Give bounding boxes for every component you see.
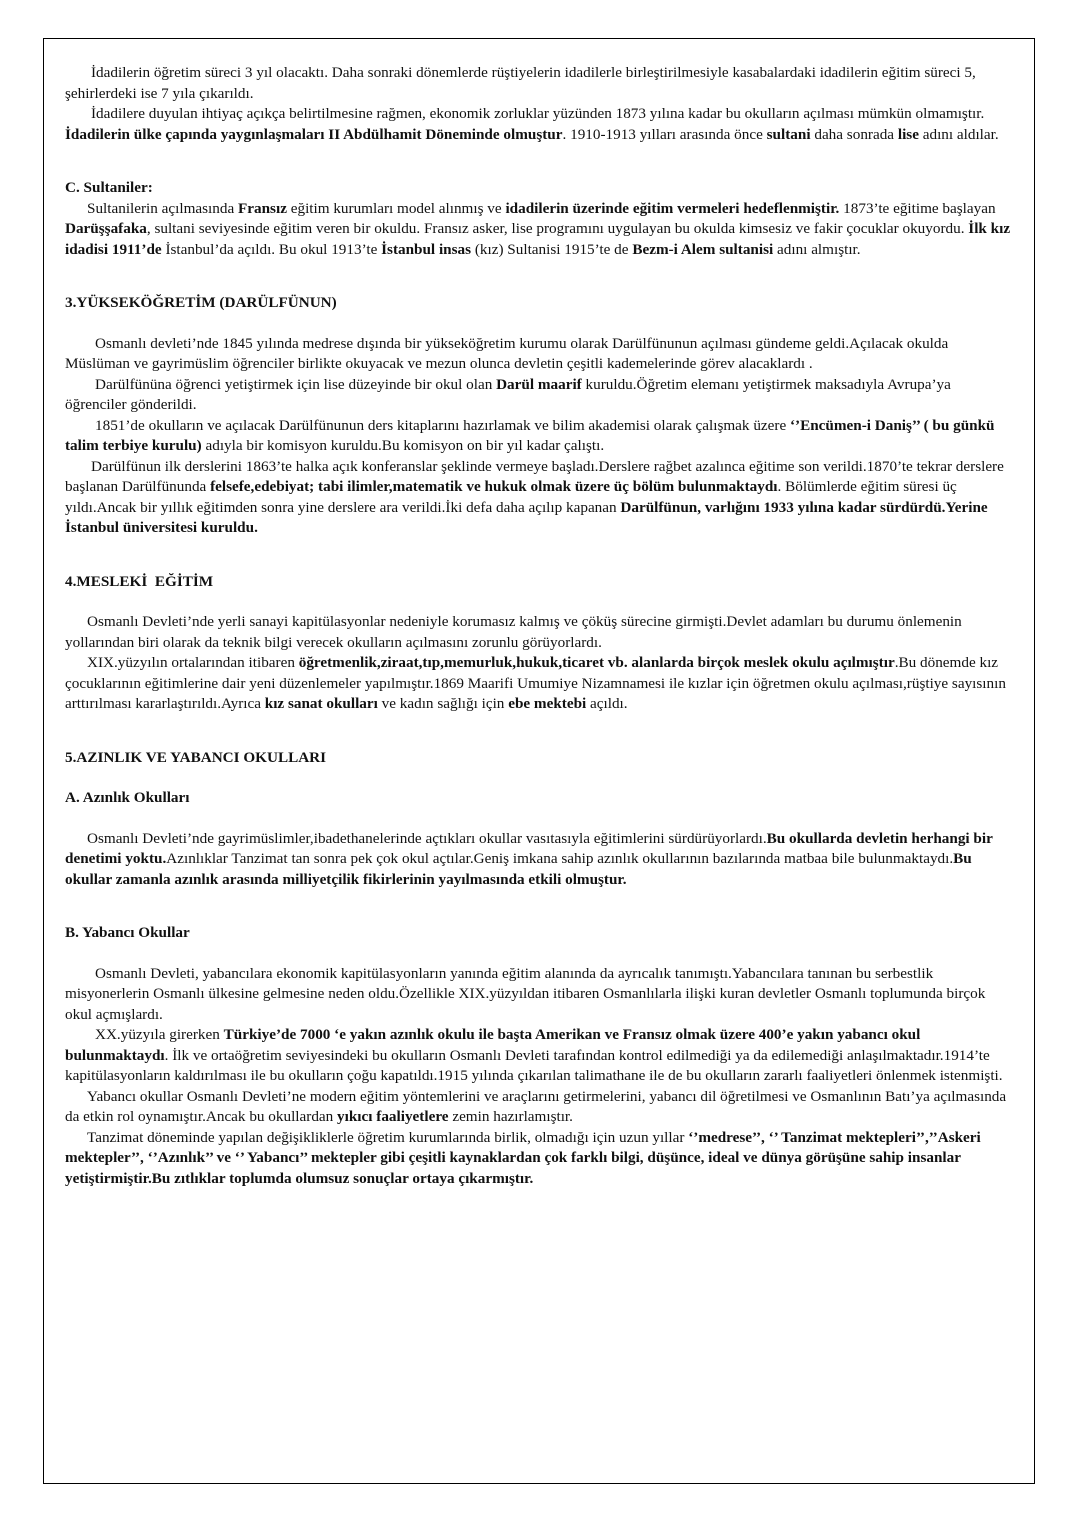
text-span: 1851’de okulların ve açılacak Darülfünunun ders kitaplarını hazırlamak ve bilim akademisi olarak çalışmak üzere	[95, 416, 790, 434]
bold-span: idadilerin üzerinde eğitim vermeleri hedeflenmiştir.	[505, 199, 840, 217]
mesleki-paragraph-1: Osmanlı Devleti’nde yerli sanayi kapitülasyonlar nedeniyle korumasız kalmış ve çöküş sürecine girmişti.Devlet adamları bu durumu önlemenin yollarından biri olarak da teknik bilgi verecek okulların açılmasını zorunlu görüyorlardı.	[65, 613, 962, 651]
bold-span: ‘’medrese’’, ‘’ Tanzimat mektepleri’’,’’Askeri mektepler’’, ‘’Azınlık’’ ve ‘’ Yabancı’’ mektepler gibi çeşitli kaynaklardan çok farklı bilgi, düşünce, ideal ve dünya görüşüne sahip insanlar yetiştirmiştir.Bu zıtlıklar toplumda olumsuz sonuçlar ortaya çıkarmıştır.	[65, 1128, 981, 1187]
text-span: Darülfününa öğrenci yetiştirmek için lise düzeyinde bir okul olan	[95, 375, 497, 393]
text-span: adıyla bir komisyon kuruldu.Bu komisyon on bir yıl kadar çalıştı.	[201, 437, 605, 454]
bold-span: sultani	[766, 125, 811, 143]
bold-span: yıkıcı faaliyetlere	[337, 1108, 449, 1125]
section-heading-sultaniler: C. Sultaniler:	[65, 179, 153, 196]
text-span: zemin hazırlamıştır.	[448, 1108, 573, 1125]
yabanci-paragraph-3	[65, 1087, 1013, 1128]
document-body	[65, 63, 1013, 1189]
text-span: , sultani seviyesinde eğitim veren bir okuldu. Fransız asker, lise programını uygulayan bu okulda kimsesiz ve fakir çocuklar okuyordu.	[146, 220, 969, 237]
bold-span: İdadilerin ülke çapında yaygınlaşmaları II Abdülhamit Döneminde olmuştur	[65, 125, 563, 143]
bold-span: İlk kız idadisi 1911’de	[65, 220, 1011, 258]
section-heading-mesleki-egitim: 4.MESLEKİ EĞİTİM	[65, 572, 214, 590]
idadi-paragraph-1	[65, 63, 1013, 104]
darulfunun-paragraph-3	[65, 416, 1013, 457]
section-heading-azinlik-yabanci: 5.AZINLIK VE YABANCI OKULLARI	[65, 748, 327, 766]
yabanci-paragraph-1: Osmanlı Devleti, yabancılara ekonomik kapitülasyonların yanında eğitim alanında da ayrıcalık tanımıştı.Yabancılara tanınan bu serbestlik misyonerlerin Osmanlı ülkesine gelmesine neden oldu.Özellikle XIX.yüzyıldan itibaren Osmanlılarla ilişki kuran devletler Osmanlı toplumunda birçok okul açmışlardı.	[65, 964, 986, 1023]
text-span: (kız) Sultanisi 1915’te de	[471, 240, 633, 258]
subheading-azinlik-okullari: A. Azınlık Okulları	[65, 789, 190, 806]
bold-span: ebe mektebi	[508, 695, 587, 712]
text-span: Yabancı okullar Osmanlı Devleti’ne modern eğitim yöntemlerini ve araçlarını getirmelerini, yabancı dil öğretilmesi ve Osmanlının Batı’ya açılmasında da etkin rol oynamıştır.Ancak bu okullardan	[65, 1087, 1007, 1125]
bold-span: felsefe,edebiyat; tabi ilimler,matematik ve hukuk olmak üzere üç bölüm bulunmaktaydı	[210, 478, 778, 495]
darulfunun-paragraph-4	[65, 457, 1013, 539]
text-span: daha sonrada	[810, 125, 898, 143]
text-span: İdadilerin öğretim süreci 3 yıl olacaktı. Daha sonraki dönemlerde rüştiyelerin idadilerle birleştirilmesiyle kasabalardaki idadilerin eğitim süreci 5, şehirlerdeki ise 7 yıla çıkarıldı.	[65, 64, 976, 102]
bold-span: Bu okullar zamanla azınlık arasında milliyetçilik fikirlerinin yayılmasında etkili olmuştur.	[65, 850, 972, 888]
darulfunun-paragraph-2	[65, 375, 1013, 416]
text-span: eğitim kurumları model alınmış ve	[286, 199, 506, 217]
bold-span: Bu okullarda devletin herhangi bir denetimi yoktu.	[65, 829, 993, 867]
sultani-paragraph-1	[65, 199, 1013, 261]
bold-span: kız sanat okulları	[264, 695, 378, 712]
azinlik-paragraph-1	[65, 829, 1013, 891]
yabanci-paragraph-2	[65, 1025, 1013, 1087]
bold-span: Bezm-i Alem sultanisi	[632, 240, 774, 258]
text-span: . 1910-1913 yılları arasında önce	[562, 125, 767, 143]
subheading-yabanci-okullar: B. Yabancı Okullar	[65, 924, 190, 941]
bold-span: Fransız	[238, 199, 287, 217]
page-border	[43, 38, 1035, 1484]
bold-span: ‘’Encümen-i Daniş’’ ( bu günkü talim terbiye kurulu)	[65, 416, 995, 454]
text-span: adını aldılar.	[918, 125, 999, 143]
text-span: XX.yüzyıla girerken	[95, 1026, 224, 1043]
text-span: ve kadın sağlığı için	[377, 695, 509, 712]
bold-span: Darülfünun, varlığını 1933 yılına kadar sürdürdü.Yerine İstanbul üniversitesi kuruldu.	[65, 498, 988, 536]
text-span: açıldı.	[586, 695, 628, 712]
bold-span: Darüşşafaka	[65, 220, 147, 237]
bold-span: lise	[897, 125, 919, 143]
yabanci-paragraph-4	[65, 1128, 1013, 1190]
section-heading-yuksekogretim: 3.YÜKSEKÖĞRETİM (DARÜLFÜNUN)	[65, 294, 337, 311]
text-span: . Bölümlerde eğitim süresi üç yıldı.Ancak bir yıllık eğitimden sonra yine derslere ara verildi.İki defa daha açılıp kapanan	[65, 478, 957, 516]
bold-span: Türkiye’de 7000 ‘e yakın azınlık okulu ile başta Amerikan ve Fransız olmak üzere 400’e yakın yabancı okul bulunmaktaydı	[65, 1026, 921, 1064]
text-span: Tanzimat döneminde yapılan değişikliklerle öğretim kurumlarında birlik, olmadığı için uzun yıllar	[87, 1128, 689, 1146]
text-span: kuruldu.Öğretim elemanı yetiştirmek maksadıyla Avrupa’ya öğrenciler gönderildi.	[65, 375, 951, 413]
bold-span: Darül maarif	[496, 375, 582, 393]
bold-span: İstanbul insas	[381, 240, 472, 258]
text-span: Sultanilerin açılmasında	[87, 199, 238, 217]
text-span: 1873’te eğitime başlayan	[839, 199, 996, 217]
text-span: İstanbul’da açıldı. Bu okul 1913’te	[161, 240, 382, 258]
mesleki-paragraph-2	[65, 653, 1013, 715]
darulfunun-paragraph-1: Osmanlı devleti’nde 1845 yılında medrese dışında bir yükseköğretim kurumu olarak Darülfünunun açılması gündeme geldi.Açılacak okulda Müslüman ve gayrimüslim öğrenciler birlikte okuyacak ve mezun olunca devletin çeşitli kademelerinde görev alacaklardı .	[65, 334, 949, 372]
text-span: İdadilere duyulan ihtiyaç açıkça belirtilmesine rağmen, ekonomik zorluklar yüzünden 1873 yılına kadar bu okulların açılması mümkün olmamıştır.	[91, 105, 985, 122]
text-span: .Bu dönemde kız çocuklarının eğitimlerine dair yeni düzenlemeler yapılmıştır.1869 Maarifi Umumiye Nizamnamesi ile kızlar için öğretmen okulu açılması,rüştiye sayısının arttırılması kararlaştırıldı.Ayrıca	[65, 654, 1006, 712]
idadi-paragraph-2	[65, 104, 1013, 145]
text-span: Osmanlı Devleti’nde gayrimüslimler,ibadethanelerinde açtıkları okullar vasıtasıyla eğitimlerini sürdürüyorlardı.	[87, 829, 767, 847]
text-span: Darülfünun ilk derslerini 1863’te halka açık konferanslar şeklinde vermeye başladı.Derslere rağbet azalınca eğitime son verildi.1870’te tekrar derslere başlanan Darülfünunda	[65, 457, 1004, 495]
text-span: XIX.yüzyılın ortalarından itibaren	[87, 654, 299, 671]
bold-span: öğretmenlik,ziraat,tıp,memurluk,hukuk,ticaret vb. alanlarda birçok meslek okulu açılmıştır	[298, 654, 895, 671]
text-span: . İlk ve ortaöğretim seviyesindeki bu okulların Osmanlı Devleti tarafından kontrol edilmediği ya da edilemediği anlaşılmaktadır.1914’te kapitülasyonların kaldırılması ile bu okulların çoğu kapatıldı.1915 yılında çıkarılan talimathane ile de bu okulların zararlı faaliyetleri önlenmek istenmişti.	[65, 1046, 1003, 1084]
text-span: Azınlıklar Tanzimat tan sonra pek çok okul açtılar.Geniş imkana sahip azınlık okullarının bazılarında matbaa bile bulunmaktaydı.	[166, 850, 954, 867]
text-span: adını almıştır.	[773, 240, 861, 258]
